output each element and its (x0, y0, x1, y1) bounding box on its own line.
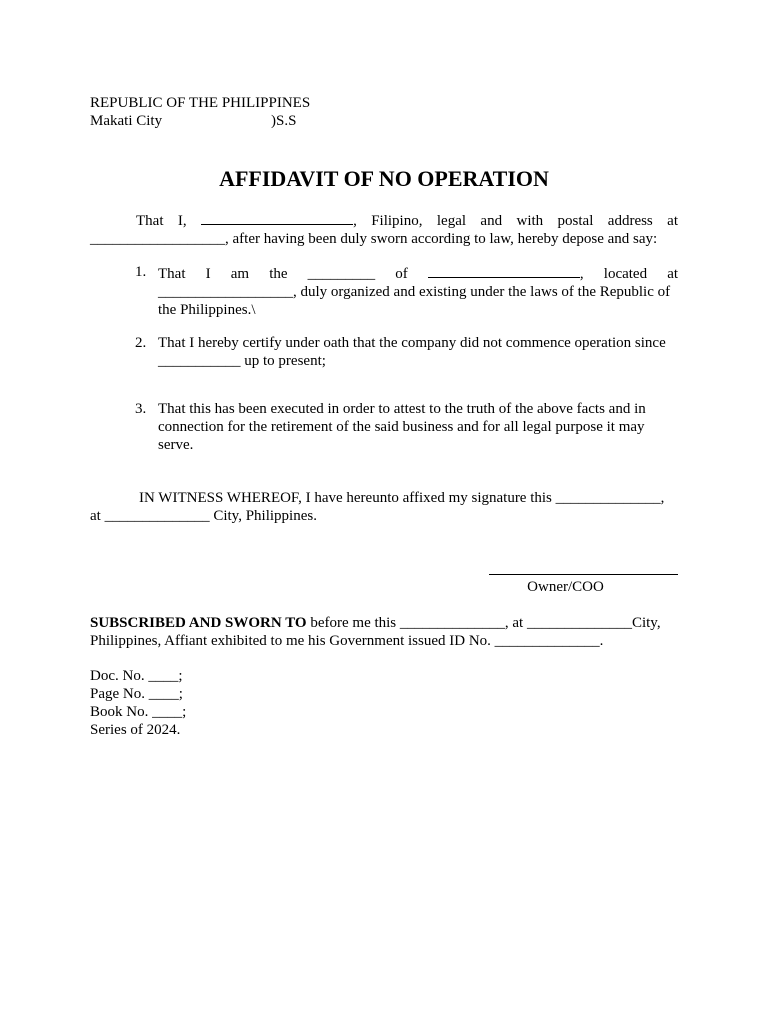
header-ss: )S.S (271, 113, 297, 129)
book-number: Book No. ____; (90, 704, 187, 720)
header-city: Makati City (90, 113, 163, 129)
page-title: AFFIDAVIT OF NO OPERATION (219, 166, 549, 191)
item-1-line-2: __________________, duly organized and existing under the laws of the Republic of (158, 284, 671, 300)
header-republic: REPUBLIC OF THE PHILIPPINES (90, 95, 311, 111)
company-blank (428, 263, 580, 278)
signature-label: Owner/COO (527, 579, 604, 595)
series-year: Series of 2024. (90, 722, 181, 738)
jurat-heading: SUBSCRIBED AND SWORN TO (90, 615, 307, 631)
item-1-line-3: the Philippines.\ (158, 302, 256, 318)
item-number: 3. (135, 401, 147, 417)
jurat-paragraph (90, 614, 678, 650)
name-blank (201, 210, 353, 225)
item-2-line-2: ___________ up to present; (158, 353, 326, 369)
header-venue (90, 112, 678, 130)
item-3-line-1: That this has been executed in order to attest to the truth of the above facts and in (158, 401, 646, 417)
item-2-line-1: That I hereby certify under oath that the company did not commence operation since (158, 335, 666, 351)
intro-line-2: __________________, after having been duly sworn according to law, hereby depose and say: (90, 231, 658, 247)
document-header (90, 94, 678, 130)
intro-paragraph (90, 210, 678, 248)
intro-line-1: That I, , Filipino, legal and with postal address at (90, 210, 678, 230)
witness-paragraph (90, 489, 678, 525)
page-number: Page No. ____; (90, 686, 183, 702)
item-number: 1. (135, 264, 147, 280)
witness-line-1: IN WITNESS WHEREOF, I have hereunto affixed my signature this ______________, (139, 490, 665, 506)
signature-line (489, 574, 678, 575)
witness-line-2: at ______________ City, Philippines. (90, 508, 317, 524)
item-3-line-3: serve. (158, 437, 194, 453)
doc-number: Doc. No. ____; (90, 668, 183, 684)
item-number: 2. (135, 335, 147, 351)
notarial-register (90, 667, 678, 739)
jurat-line-2: Philippines, Affiant exhibited to me his Government issued ID No. ______________. (90, 633, 604, 649)
item-3-line-2: connection for the retirement of the said business and for all legal purpose it may (158, 419, 645, 435)
jurat-line-1: SUBSCRIBED AND SWORN TO before me this ______________, at ______________City, (90, 615, 661, 631)
item-1-line-1: That I am the _________ of , located at (158, 263, 678, 283)
